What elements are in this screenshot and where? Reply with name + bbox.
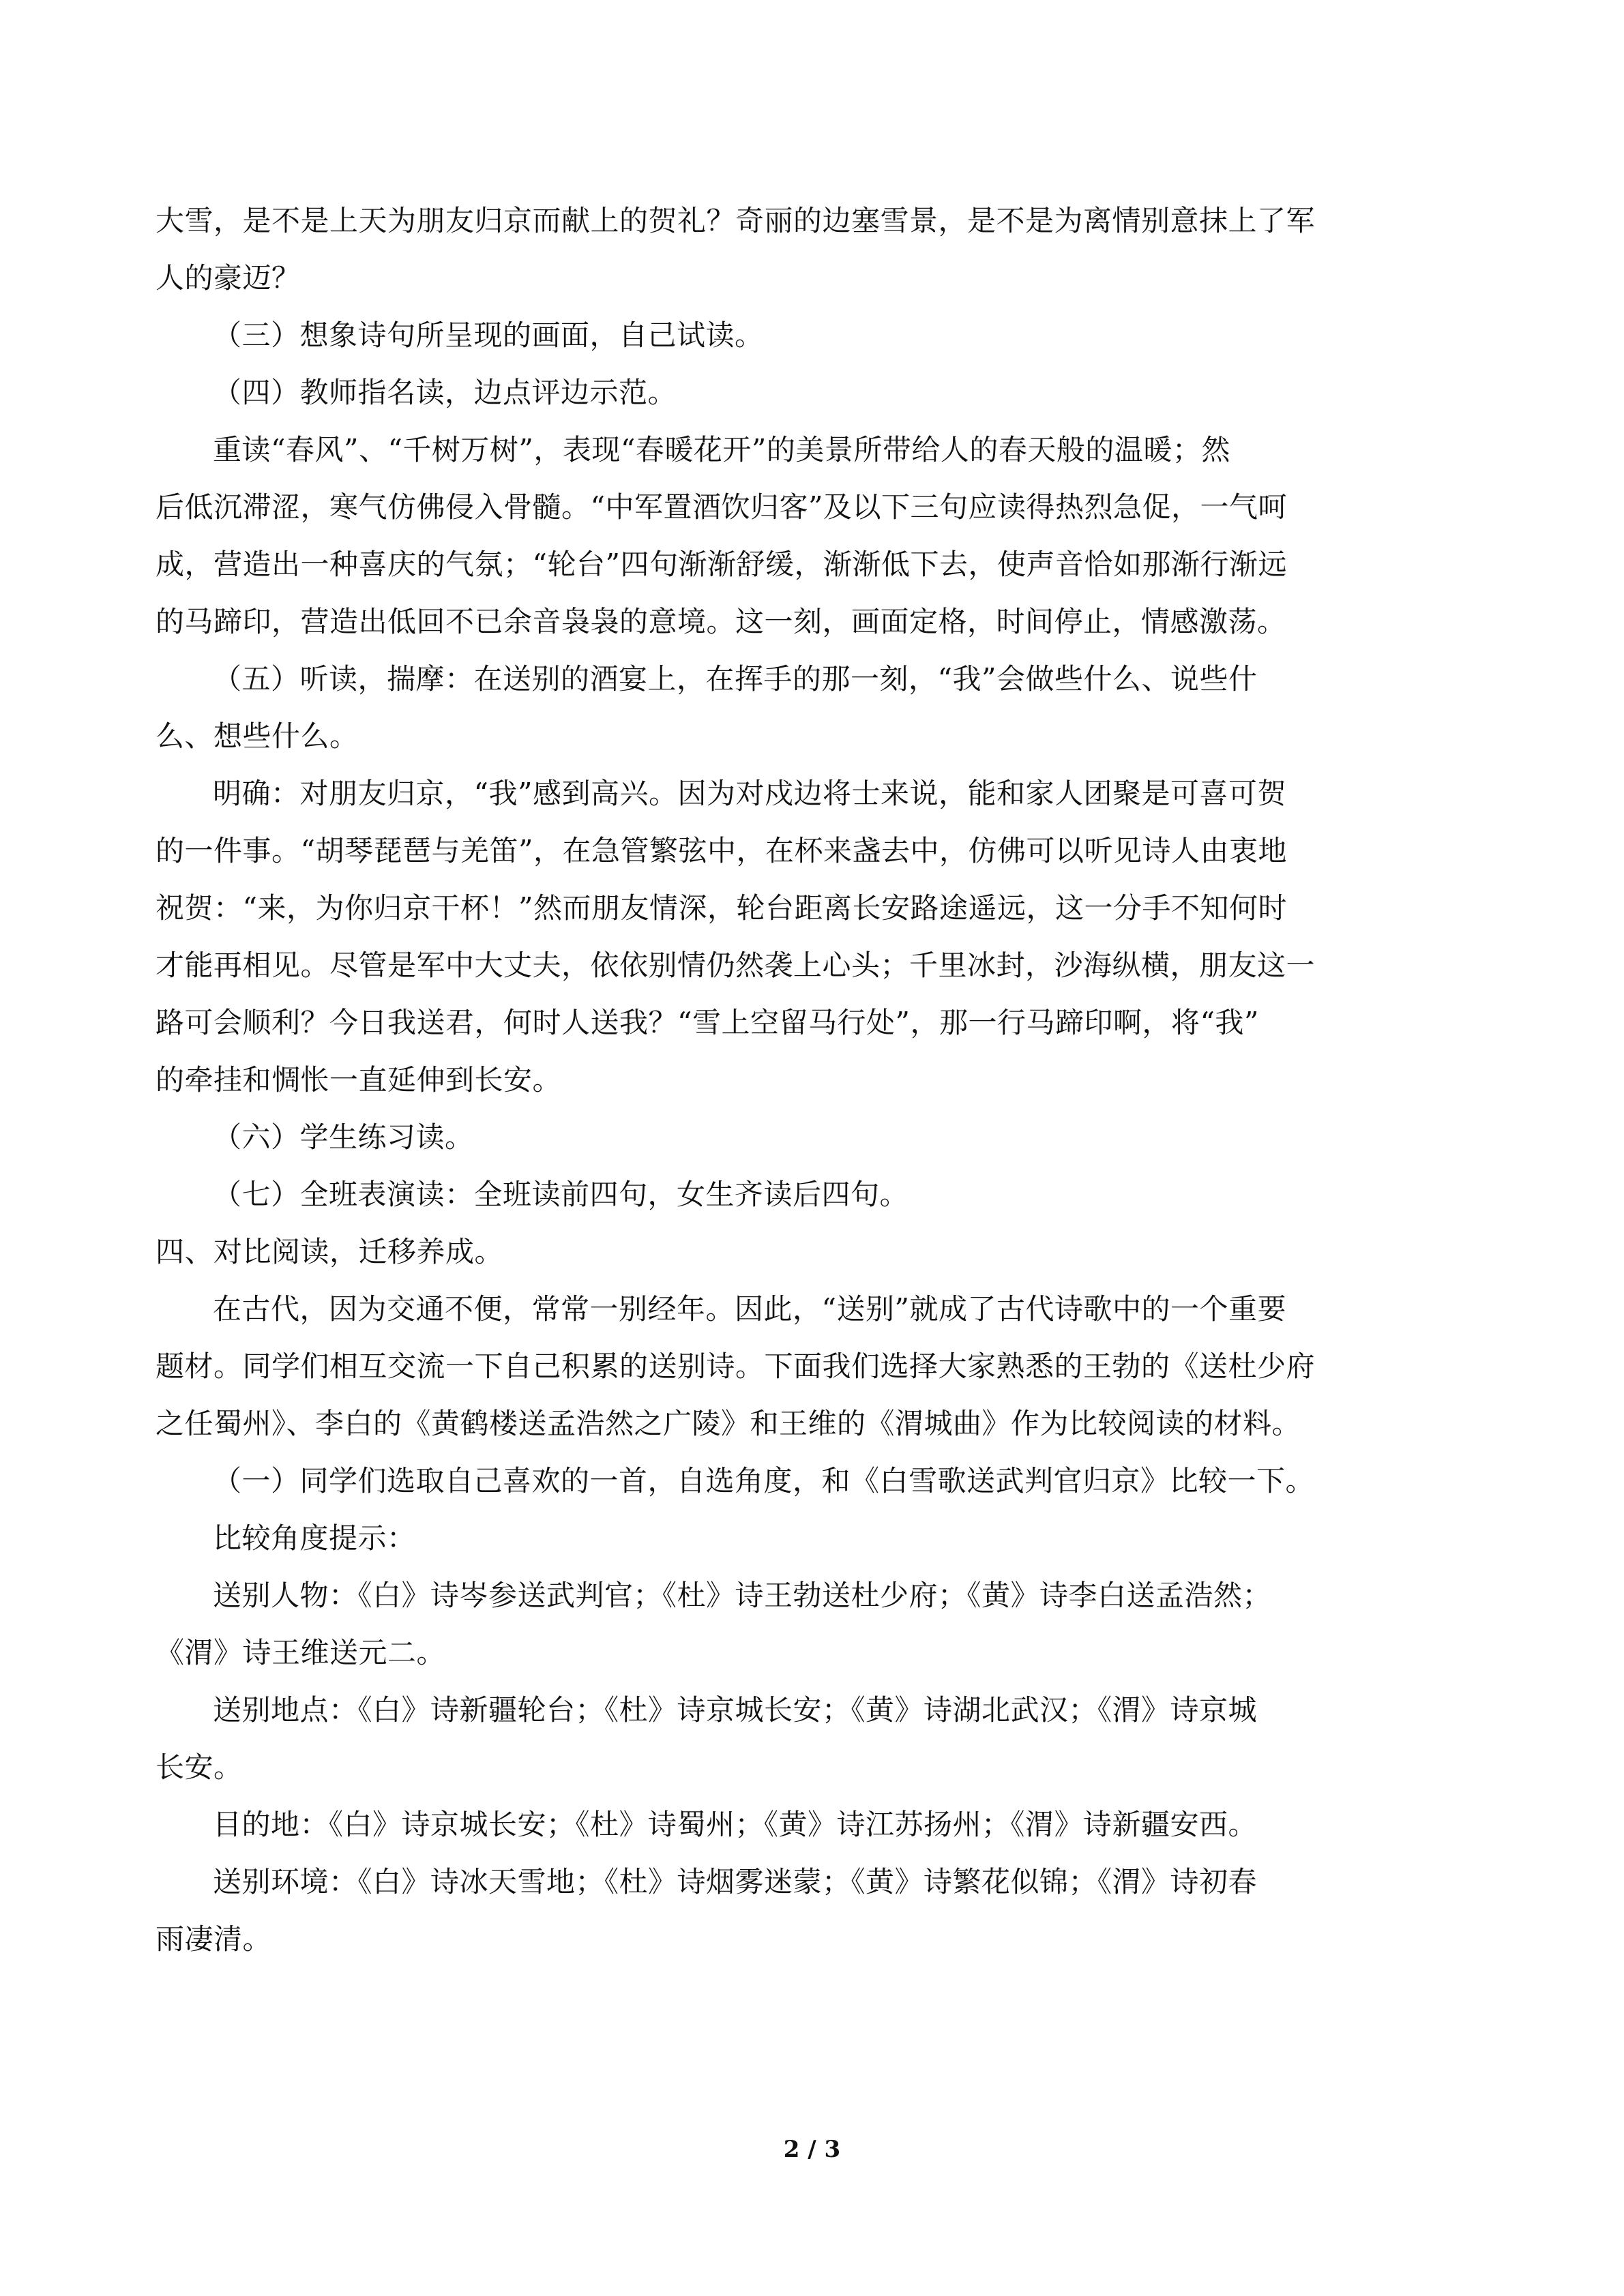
text-line: 比较角度提示： xyxy=(213,1521,416,1555)
text-line: 么、想些什么。 xyxy=(156,719,359,753)
section-heading: 四、对比阅读，迁移养成。 xyxy=(156,1235,504,1268)
text-line: （七）全班表演读：全班读前四句，女生齐读后四句。 xyxy=(213,1178,909,1211)
text-line: 送别人物：《白》诗岑参送武判官；《杜》诗王勃送杜少府；《黄》诗李白送孟浩然； xyxy=(213,1579,1272,1612)
text-line: 送别地点：《白》诗新疆轮台；《杜》诗京城长安；《黄》诗湖北武汉；《渭》诗京城 xyxy=(213,1693,1258,1727)
document-body xyxy=(156,198,1465,1963)
text-line: 祝贺：“来，为你归京干杯！”然而朋友情深，轮台距离长安路途遥远，这一分手不知何时 xyxy=(156,891,1287,925)
text-line: 明确：对朋友归京，“我”感到高兴。因为对戍边将士来说，能和家人团聚是可喜可贺 xyxy=(213,777,1286,810)
text-line: 人的豪迈？ xyxy=(156,261,301,295)
text-line: （三）想象诗句所呈现的画面，自己试读。 xyxy=(213,318,764,352)
text-line: 之任蜀州》、李白的《黄鹤楼送孟浩然之广陵》和王维的《渭城曲》作为比较阅读的材料。 xyxy=(156,1407,1301,1440)
text-line: 才能再相见。尽管是军中大丈夫，依依别情仍然袭上心头；千里冰封，沙海纵横，朋友这一 xyxy=(156,949,1316,982)
text-line: 路可会顺利？今日我送君，何时人送我？“雪上空留马行处”，那一行马蹄印啊，将“我” xyxy=(156,1006,1259,1039)
text-line: 长安。 xyxy=(156,1750,243,1784)
text-line: （五）听读，揣摩：在送别的酒宴上，在挥手的那一刻，“我”会做些什么、说些什 xyxy=(213,662,1258,696)
text-line: 《渭》诗王维送元二。 xyxy=(156,1636,446,1669)
text-line: （四）教师指名读，边点评边示范。 xyxy=(213,376,677,409)
text-line: 的一件事。“胡琴琵琶与羌笛”，在急管繁弦中，在杯来盏去中，仿佛可以听见诗人由衷地 xyxy=(156,834,1287,867)
text-line: 送别环境：《白》诗冰天雪地；《杜》诗烟雾迷蒙；《黄》诗繁花似锦；《渭》诗初春 xyxy=(213,1865,1258,1898)
text-line: 的马蹄印，营造出低回不已余音袅袅的意境。这一刻，画面定格，时间停止，情感激荡。 xyxy=(156,605,1286,638)
text-line: 后低沉滞涩，寒气仿佛侵入骨髓。“中军置酒饮归客”及以下三句应读得热烈急促，一气呵 xyxy=(156,490,1287,524)
text-line: （六）学生练习读。 xyxy=(213,1120,474,1154)
text-line: 大雪，是不是上天为朋友归京而献上的贺礼？奇丽的边塞雪景，是不是为离情别意抹上了军 xyxy=(156,204,1316,237)
text-line: （一）同学们选取自己喜欢的一首，自选角度，和《白雪歌送武判官归京》比较一下。 xyxy=(213,1464,1315,1497)
text-line: 的牵挂和惆怅一直延伸到长安。 xyxy=(156,1063,562,1097)
text-line: 目的地：《白》诗京城长安；《杜》诗蜀州；《黄》诗江苏扬州；《渭》诗新疆安西。 xyxy=(213,1808,1258,1841)
text-line: 题材。同学们相互交流一下自己积累的送别诗。下面我们选择大家熟悉的王勃的《送杜少府 xyxy=(156,1350,1316,1383)
page-number: 2 / 3 xyxy=(783,2136,841,2163)
text-line: 成，营造出一种喜庆的气氛；“轮台”四句渐渐舒缓，渐渐低下去，使声音恰如那渐行渐远 xyxy=(156,548,1287,581)
text-line: 雨凄清。 xyxy=(156,1922,272,1956)
text-line: 在古代，因为交通不便，常常一别经年。因此，“送别”就成了古代诗歌中的一个重要 xyxy=(213,1292,1286,1326)
text-line: 重读“春风”、“千树万树”，表现“春暖花开”的美景所带给人的春天般的温暖；然 xyxy=(213,433,1230,466)
